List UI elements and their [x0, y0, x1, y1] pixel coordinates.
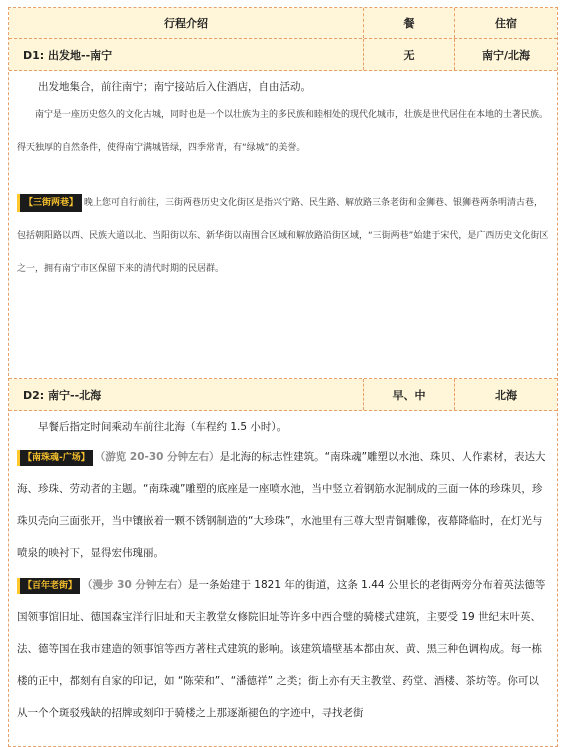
badge-sanjie-liangxiang: 【三街两巷】 [17, 194, 82, 212]
day2-title: D2: 南宁--北海 [9, 379, 364, 410]
day1-meal: 无 [364, 39, 455, 70]
day1-paragraph-2: 南宁是一座历史悠久的文化古城，同时也是一个以壮族为主的多民族和睦相处的现代化城市，壮族是世代居住在本地的土著民族。得天独厚的自然条件，使得南宁满城皆绿，四季常青，有“绿城”的美誉。 [17, 110, 549, 153]
header-stay: 住宿 [495, 17, 517, 30]
day2-stay: 北海 [495, 388, 517, 402]
nanzhuhun-duration: （游览 20-30 分钟左右） [94, 451, 220, 463]
badge-bainian-laojie: 【百年老街】 [17, 578, 80, 594]
day2-paragraph-3 [17, 569, 549, 729]
day1-paragraph-1: 出发地集合，前往南宁；南宁接站后入住酒店，自由活动。 [38, 81, 311, 93]
day2-paragraph-2-text: 是北海的标志性建筑。“南珠魂”雕塑以水池、珠贝、人作素材，表达大海、珍珠、劳动者的主题。“南珠魂”雕塑的底座是一座喷水池，当中竖立着钢筋水泥制成的三面一体的珍珠贝，珍珠贝壳向三面张开，当中镶嵌着一颗不锈钢制造的“大珍珠”，水池里有三尊大型青铜雕像，夜幕降临时，在灯光与喷泉的映衬下，显得宏伟瑰丽。 [17, 451, 546, 559]
header-meal: 餐 [364, 8, 455, 38]
day2-paragraph-1: 早餐后指定时间乘动车前往北海（车程约 1.5 小时）。 [38, 421, 288, 433]
itinerary-table [8, 7, 558, 747]
table-header [9, 8, 557, 39]
day1-body [9, 71, 557, 379]
badge-nanzhuhun: 【南珠魂-广场】 [17, 450, 93, 466]
laojie-duration: （漫步 30 分钟左右） [82, 579, 188, 591]
day2-row [9, 379, 557, 411]
day1-stay: 南宁/北海 [481, 48, 531, 62]
day2-meal: 早、中 [364, 379, 455, 410]
day1-row [9, 39, 557, 71]
day2-body [9, 411, 557, 729]
day1-paragraph-3 [17, 187, 549, 286]
day1-title: D1: 出发地--南宁 [9, 39, 364, 70]
day2-paragraph-3-text: 是一条始建于 1821 年的街道，这条 1.44 公里长的老街两旁分布着英法德等国领事馆旧址、德国森宝洋行旧址和天主教堂女修院旧址等许多中西合璧的骑楼式建筑，主要受 19 世纪末叶英、法、德等国在我市建造的领事馆等西方著柱式建筑的影响。该建筑墙壁基本都由灰、黄、黑三种色调构成。每一栋楼的正中，都刻有自家的印记，如 “陈荣和”、“潘德祥” 之类；街上亦有天主教堂、药堂、酒楼、茶坊等。你可以从一个个斑驳残缺的招牌或刻印于骑楼之上那逐渐褪色的字迹中，寻找老街 [17, 579, 546, 719]
header-itinerary: 行程介绍 [9, 8, 364, 38]
day1-paragraph-3-text: 晚上您可自行前往，三街两巷历史文化街区是指兴宁路、民生路、解放路三条老街和金狮巷、银狮巷两条明清古巷，包括朝阳路以西、民族大道以北、当阳街以东、新华街以南围合区域和解放路沿街区域，“三街两巷”始建于宋代，是广西历史文化街区之一，拥有南宁市区保留下来的清代时期的民居群。 [17, 198, 549, 274]
day2-paragraph-2 [17, 441, 549, 569]
